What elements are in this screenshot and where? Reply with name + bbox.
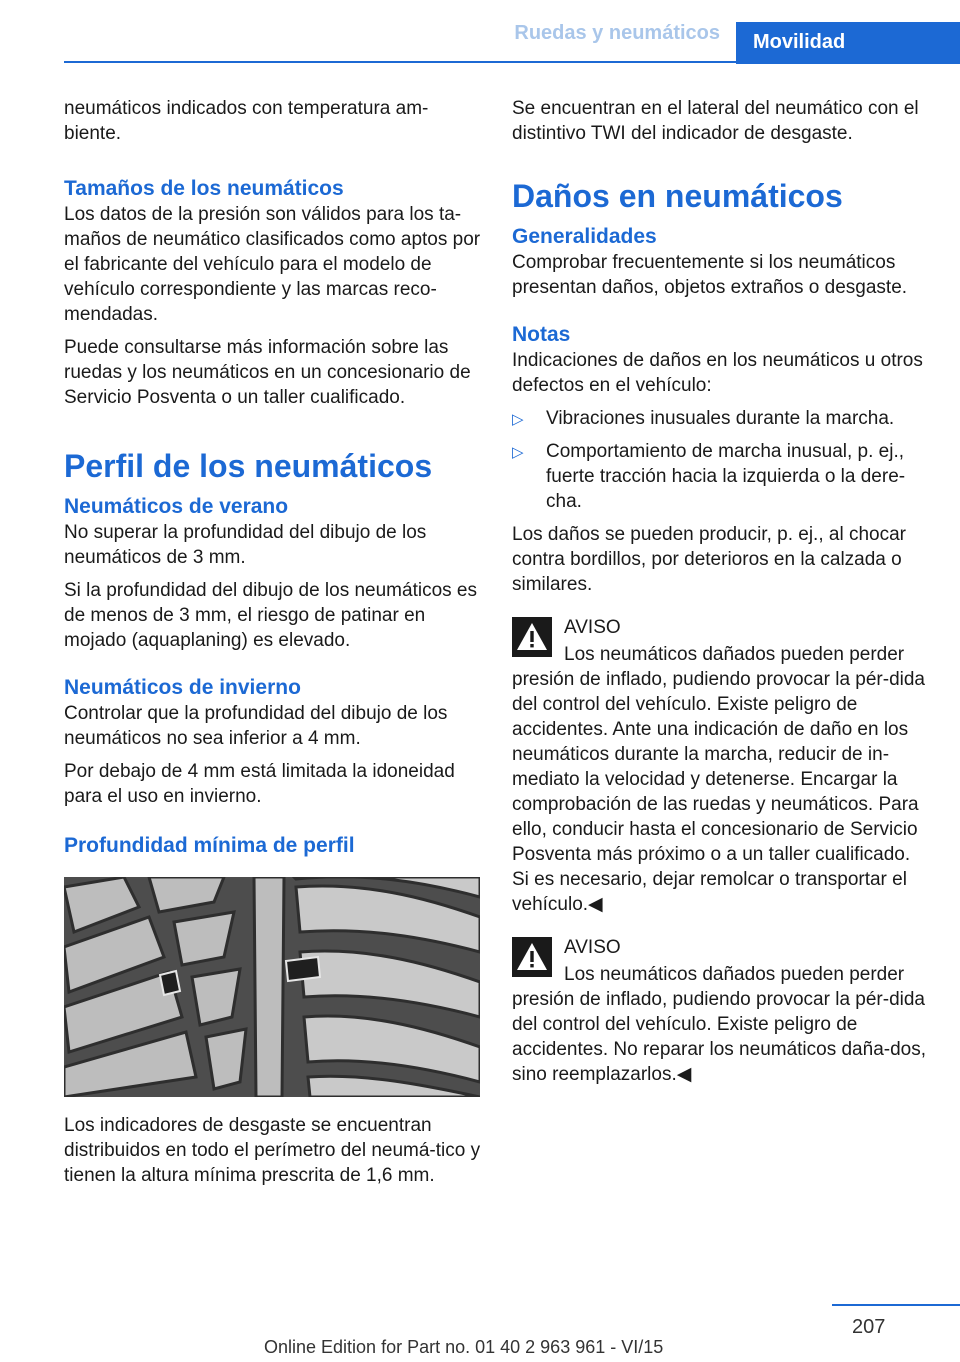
tamanos-paragraph-2: Puede consultarse más información sobre las ruedas y los neumáticos en un concesionario de Servicio Posventa o un taller cualificado. bbox=[64, 337, 471, 408]
warning-triangle-icon bbox=[512, 937, 552, 977]
generalidades-paragraph: Comprobar frecuentemente si los neumáticos presentan daños, objetos extraños o desgaste. bbox=[512, 252, 908, 298]
invierno-paragraph-2: Por debajo de 4 mm está limitada la idoneidad para el uso en invierno. bbox=[64, 761, 455, 807]
warning-title: AVISO bbox=[564, 937, 621, 958]
left-column bbox=[64, 96, 482, 1196]
chapter-heading-perfil: Perfil de los neumáticos bbox=[64, 448, 433, 484]
chapter-heading-danos: Daños en neumáticos bbox=[512, 178, 843, 214]
intro-paragraph: neumáticos indicados con temperatura am-biente. bbox=[64, 98, 429, 144]
tamanos-paragraph-1: Los datos de la presión son válidos para los ta-maños de neumático clasificados como aptos por el fabricante del vehículo para el modelo de vehículo correspondiente y las marcas reco-mendadas. bbox=[64, 204, 481, 325]
section-heading-verano: Neumáticos de verano bbox=[64, 495, 289, 518]
footer-edition-text: Online Edition for Part no. 01 40 2 963 961 - VI/15 bbox=[264, 1337, 664, 1357]
twi-paragraph: Se encuentran en el lateral del neumático con el distintivo TWI del indicador de desgaste. bbox=[512, 98, 919, 144]
warning-text bbox=[512, 962, 932, 1087]
page-header bbox=[0, 0, 960, 62]
notas-list bbox=[512, 406, 932, 514]
tire-tread-wear-indicator-image bbox=[64, 877, 480, 1097]
warning-text-content: Los neumáticos dañados pueden perder presión de inflado, pudiendo provocar la pér-dida del control del vehículo. Existe peligro de accidentes. Ante una indicación de daño en los neumáticos durante la marcha, reducir de in-mediato la velocidad y detenerse. Encargar la comprobación de las ruedas y neumáticos. Para ello, conducir hasta el concesionario de Servicio Posventa más próximo o a un taller cualificado. Si es necesario, dejar remolcar o transportar el vehículo.◀ bbox=[512, 644, 925, 915]
warning-text bbox=[512, 642, 932, 917]
warning-text-content: Los neumáticos dañados pueden perder presión de inflado, pudiendo provocar la pér-dida del control del vehículo. Existe peligro de accidentes. No reparar los neumáticos daña-dos, sino reemplazarlos.◀ bbox=[512, 964, 927, 1085]
verano-paragraph-2: Si la profundidad del dibujo de los neumáticos es de menos de 3 mm, el riesgo de patinar en mojado (aquaplaning) es elevado. bbox=[64, 580, 477, 651]
header-rule bbox=[64, 61, 960, 63]
warning-title: AVISO bbox=[564, 617, 621, 638]
notas-paragraph: Indicaciones de daños en los neumáticos u otros defectos en el vehículo: bbox=[512, 350, 923, 396]
triangle-bullet-icon: ▷ bbox=[512, 411, 524, 428]
footer-rule bbox=[832, 1304, 960, 1306]
invierno-paragraph-1: Controlar que la profundidad del dibujo de los neumáticos no sea inferior a 4 mm. bbox=[64, 703, 448, 749]
header-chapter-tab: Movilidad bbox=[736, 22, 960, 64]
section-heading-generalidades: Generalidades bbox=[512, 225, 657, 248]
header-section-title: Ruedas y neumáticos bbox=[514, 22, 720, 44]
page-number: 207 bbox=[852, 1316, 886, 1338]
minima-paragraph: Los indicadores de desgaste se encuentran distribuidos en todo el perímetro del neumá-tico y tienen la altura mínima prescrita de 1,6 mm. bbox=[64, 1115, 481, 1186]
triangle-bullet-icon: ▷ bbox=[512, 444, 524, 461]
list-item-text: Vibraciones inusuales durante la marcha. bbox=[546, 408, 895, 429]
danos-paragraph: Los daños se pueden producir, p. ej., al chocar contra bordillos, por deterioros en la calzada o similares. bbox=[512, 524, 906, 595]
list-item bbox=[512, 439, 932, 514]
right-column bbox=[512, 96, 932, 1095]
verano-paragraph-1: No superar la profundidad del dibujo de los neumáticos de 3 mm. bbox=[64, 522, 427, 568]
section-heading-invierno: Neumáticos de invierno bbox=[64, 676, 301, 699]
section-heading-notas: Notas bbox=[512, 323, 571, 346]
list-item bbox=[512, 406, 932, 431]
section-heading-tamanos: Tamaños de los neumáticos bbox=[64, 177, 344, 200]
warning-box-1 bbox=[512, 615, 932, 917]
list-item-text: Comportamiento de marcha inusual, p. ej., fuerte tracción hacia la izquierda o la dere-cha. bbox=[546, 441, 906, 512]
warning-box-2 bbox=[512, 935, 932, 1087]
section-heading-minima: Profundidad mínima de perfil bbox=[64, 834, 355, 857]
warning-triangle-icon bbox=[512, 617, 552, 657]
